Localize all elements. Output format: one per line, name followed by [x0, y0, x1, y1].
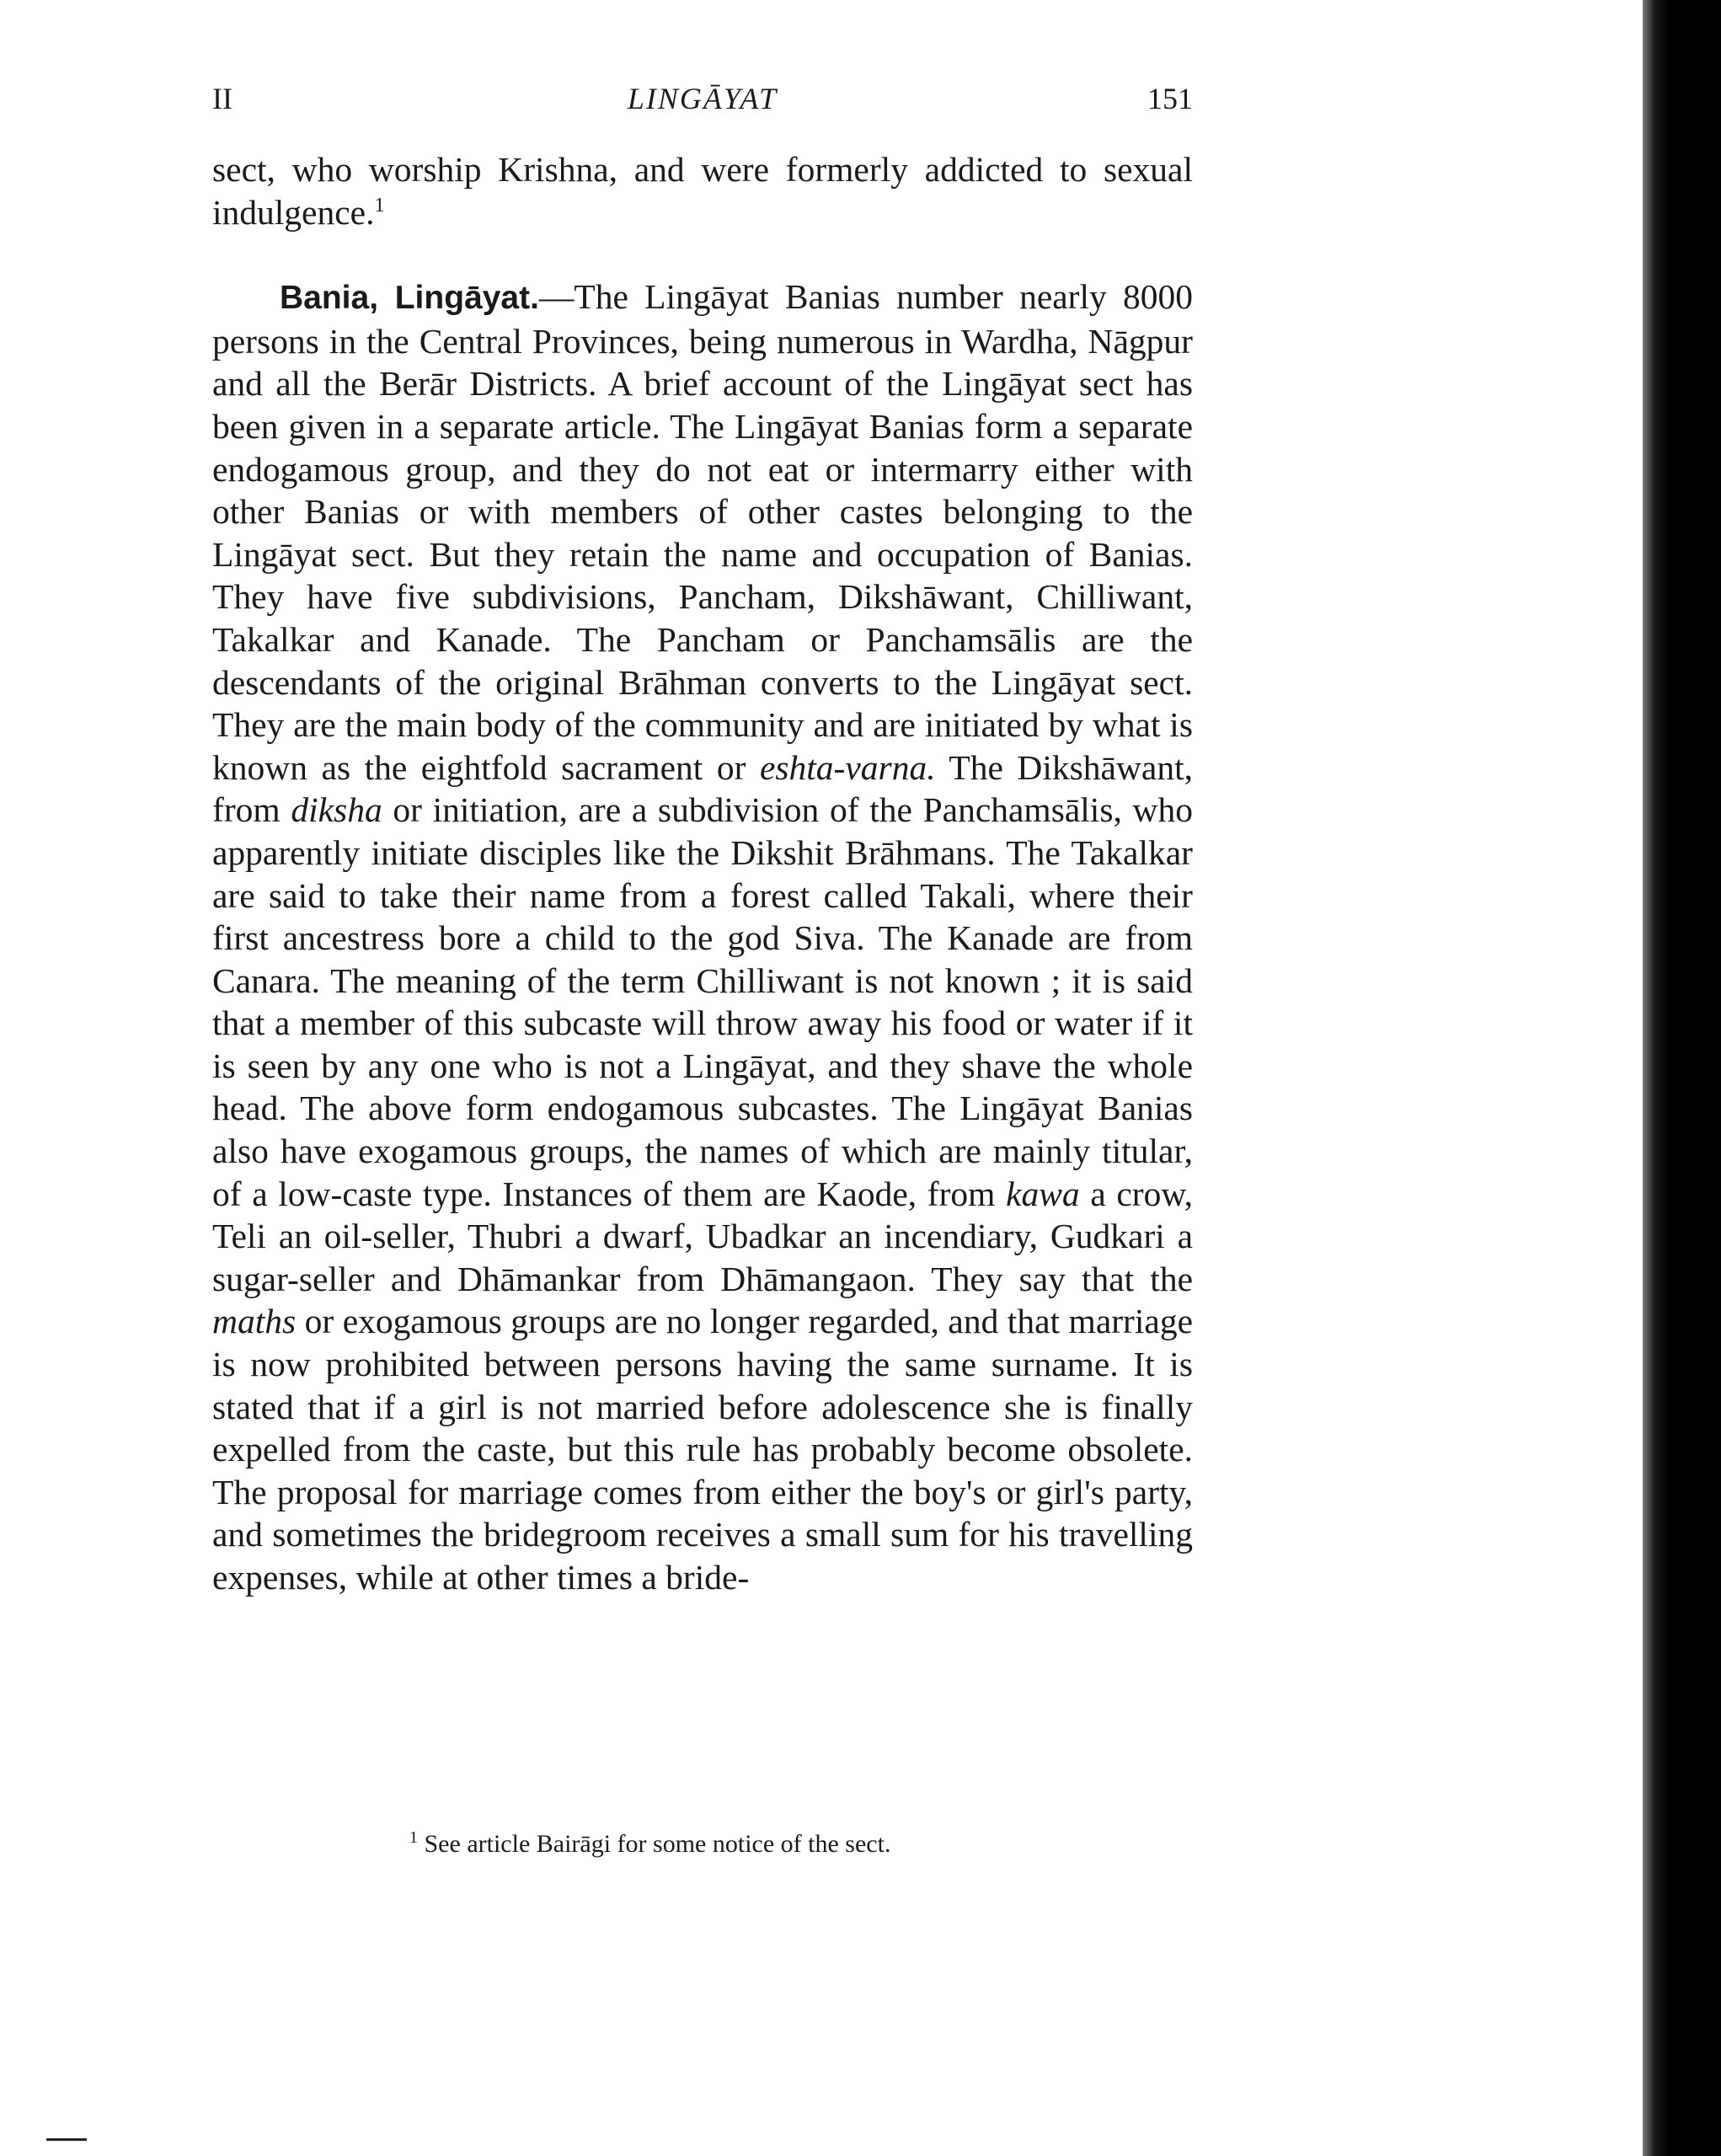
- footnote-marker: 1: [409, 1828, 418, 1847]
- paragraph-segment: The Dikshāwant, from: [212, 747, 1193, 830]
- chapter-number: II: [212, 82, 232, 115]
- body-text: [212, 148, 1193, 1599]
- paragraph-segment: or exogamous groups are no longer regarded, and that marriage is now prohibited between persons having the same surname. It is stated that if a girl is not married before adolescence she is finally expelled from the caste, but this rule has probably become obsolete. The proposal for marriage comes from either the boy's or girl's party, and sometimes the bridegroom receives a small sum for his travelling expenses, while at other times a bride-: [212, 1302, 1193, 1597]
- italic-term: eshta-varna.: [759, 747, 936, 787]
- paragraph-segment: —The Lingāyat Banias number nearly 8000 persons in the Central Provinces, being numerous in Wardha, Nāgpur and all the Berār Districts. A brief account of the Lingāyat sect has been given in a separate article. The Lingāyat Banias form a separate endogamous group, and they do not eat or intermarry either with other Banias or with members of other castes belonging to the Lingāyat sect. But they retain the name and occupation of Banias. They have five subdivisions, Pancham, Dikshāwant, Chilliwant, Takalkar and Kanade. The Pancham or Panchamsālis are the descendants of the original Brāhman converts to the Lingāyat sect. They are the main body of the community and are initiated by what is known as the eightfold sacrament or: [212, 277, 1193, 787]
- footnote: [212, 1828, 1193, 1860]
- page-edge-shadow: [1643, 0, 1721, 2156]
- scan-mark: [46, 2138, 87, 2141]
- paragraph-segment: or initiation, are a subdivision of the Panchamsālis, who apparently initiate disciples like the Dikshit Brāhmans. The Takalkar are said to take their name from a forest called Takali, where their first ancestress bore a child to the god Siva. The Kanade are from Canara. The meaning of the term Chilliwant is not known ; it is said that a member of this subcaste will throw away his food or water if it is seen by any one who is not a Lingāyat, and they shave the whole head. The above form endogamous subcastes. The Lingāyat Banias also have exogamous groups, the names of which are mainly titular, of a low-caste type. Instances of them are Kaode, from: [212, 790, 1193, 1213]
- paragraph-segment: a crow, Teli an oil-seller, Thubri a dwarf, Ubadkar an incendiary, Gudkari a sugar-seller and Dhāmankar from Dhāmangaon. They say that the: [212, 1174, 1194, 1298]
- running-title: LINGĀYAT: [627, 82, 778, 115]
- article-heading: Bania, Lingāyat.: [280, 280, 539, 317]
- footnote-reference: 1: [374, 194, 385, 217]
- footnote-text: See article Bairāgi for some notice of the sect.: [418, 1830, 891, 1858]
- continued-paragraph: [212, 148, 1193, 233]
- running-header: [212, 81, 1193, 131]
- italic-term: maths: [212, 1302, 297, 1341]
- page-number: 151: [1147, 82, 1193, 115]
- continued-paragraph-text: sect, who worship Krishna, and were formerly addicted to sexual indulgence.: [212, 150, 1193, 232]
- main-paragraph: [212, 276, 1193, 1598]
- italic-term: diksha: [291, 790, 382, 830]
- italic-term: kawa: [1006, 1174, 1080, 1213]
